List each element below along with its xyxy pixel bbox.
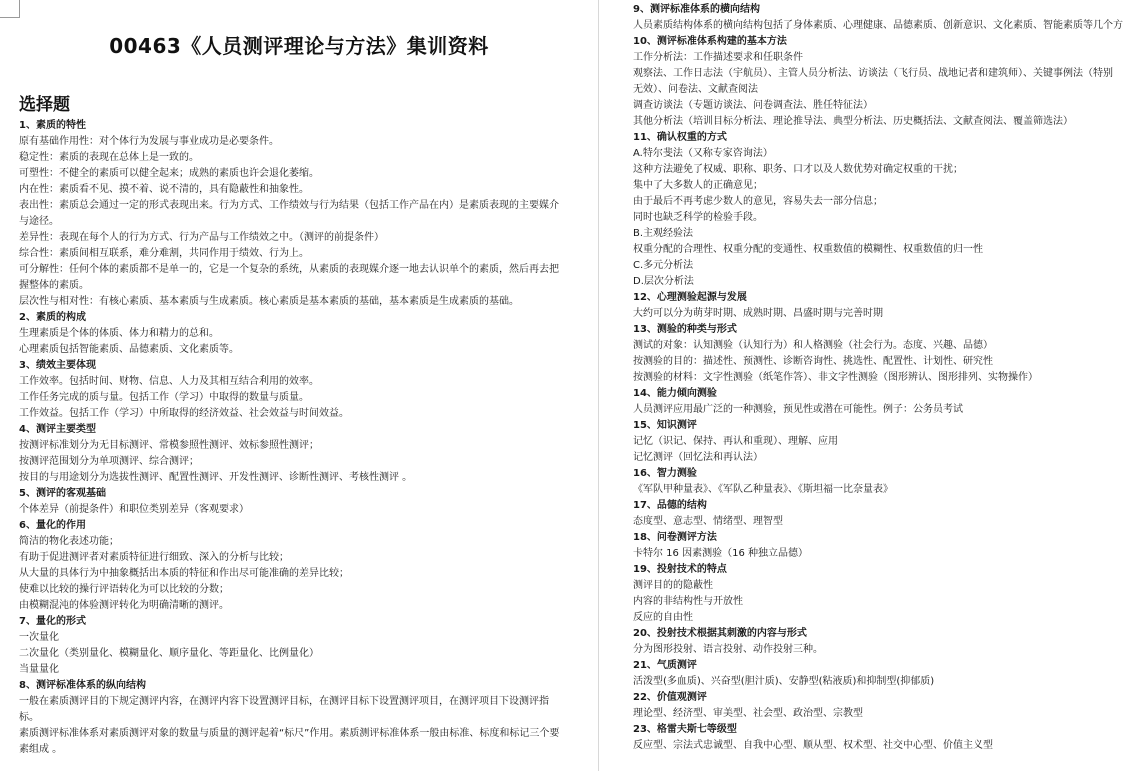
question-heading: 5、测评的客观基础 <box>19 488 106 499</box>
content-line: 表出性：素质总会通过一定的形式表现出来。行为方式、工作绩效与行为结果（包括工作产品在内）是素质表现的主要媒介与途径。 <box>19 200 559 227</box>
question-block <box>19 422 561 486</box>
question-heading: 2、素质的构成 <box>19 312 86 323</box>
content-line: 调查访谈法（专题访谈法、问卷调查法、胜任特征法） <box>633 100 873 111</box>
content-line: 由于最后不再考虑少数人的意见，容易失去一部分信息； <box>633 196 883 207</box>
question-block <box>633 498 1135 530</box>
question-block <box>19 518 561 614</box>
content-line: 分为图形投射、语言投射、动作投射三种。 <box>633 644 823 655</box>
content-line: D.层次分析法 <box>633 276 694 287</box>
content-line: 可分解性：任何个体的素质都不是单一的，它是一个复杂的系统，从素质的表现媒介逐一地去认识单个的素质，然后再去把握整体的素质。 <box>19 264 559 291</box>
content-line: 当量量化 <box>19 664 59 675</box>
content-line: 稳定性：素质的表现在总体上是一致的。 <box>19 152 199 163</box>
question-heading: 12、心理测验起源与发展 <box>633 292 747 303</box>
content-line: 这种方法避免了权威、职称、职务、口才以及人数优势对确定权重的干扰； <box>633 164 963 175</box>
content-line: 工作任务完成的质与量。包括工作（学习）中取得的数量与质量。 <box>19 392 309 403</box>
question-block <box>633 690 1135 722</box>
question-block <box>633 418 1135 466</box>
content-line: 按测评标准划分为无目标测评、常模参照性测评、效标参照性测评； <box>19 440 319 451</box>
content-line: 使难以比较的操行评语转化为可以比较的分数； <box>19 584 229 595</box>
content-line: 一次量化 <box>19 632 59 643</box>
content-line: 活泼型(多血质)、兴奋型(胆汁质)、安静型(粘液质)和抑制型(抑郁质) <box>633 676 935 687</box>
content-line: 按测验的材料：文字性测验（纸笔作答）、非文字性测验（图形辨认、图形排列、实物操作） <box>633 372 1038 383</box>
question-heading: 17、品德的结构 <box>633 500 707 511</box>
document-title: 00463《人员测评理论与方法》集训资料 <box>109 34 489 58</box>
content-line: B.主观经验法 <box>633 228 694 239</box>
content-line: 测试的对象：认知测验（认知行为）和人格测验（社会行为。态度、兴趣、品德） <box>633 340 993 351</box>
content-line: 按测评范围划分为单项测评、综合测评； <box>19 456 199 467</box>
question-heading: 16、智力测验 <box>633 468 697 479</box>
question-block <box>19 118 561 310</box>
question-heading: 23、格雷夫斯七等级型 <box>633 724 737 735</box>
question-heading: 22、价值观测评 <box>633 692 707 703</box>
content-line: 心理素质包括智能素质、品德素质、文化素质等。 <box>19 344 239 355</box>
content-line: 内容的非结构性与开放性 <box>633 596 743 607</box>
question-block <box>633 722 1135 754</box>
crop-mark-horizontal <box>0 17 20 18</box>
content-line: 简洁的物化表述功能； <box>19 536 119 547</box>
content-line: 工作分析法：工作描述要求和任职条件 <box>633 52 803 63</box>
question-heading: 4、测评主要类型 <box>19 424 96 435</box>
content-line: 人员测评应用最广泛的一种测验，预见性或潜在可能性。例子：公务员考试 <box>633 404 963 415</box>
question-heading: 20、投射技术根据其刺激的内容与形式 <box>633 628 807 639</box>
content-line: 理论型、经济型、审美型、社会型、政治型、宗教型 <box>633 708 863 719</box>
section-heading: 选择题 <box>19 95 70 115</box>
right-page <box>598 0 1135 771</box>
question-heading: 13、测验的种类与形式 <box>633 324 737 335</box>
content-line: 工作效益。包括工作（学习）中所取得的经济效益、社会效益与时间效益。 <box>19 408 349 419</box>
question-block <box>633 562 1135 626</box>
question-heading: 1、素质的特性 <box>19 120 86 131</box>
content-line: 综合性：素质间相互联系，难分难割，共同作用于绩效、行为上。 <box>19 248 309 259</box>
content-line: 无效）、问卷法、文献查阅法 <box>633 84 758 95</box>
right-content <box>633 2 1135 754</box>
question-block <box>633 530 1135 562</box>
content-line: 工作效率。包括时间、财物、信息、人力及其相互结合利用的效率。 <box>19 376 319 387</box>
question-block <box>633 322 1135 386</box>
question-block <box>633 290 1135 322</box>
question-block <box>19 614 561 678</box>
content-line: 差异性：表现在每个人的行为方式、行为产品与工作绩效之中。（测评的前提条件） <box>19 232 384 243</box>
content-line: 素质测评标准体系对素质测评对象的数量与质量的测评起着“标尺”作用。素质测评标准体系一般由标准、标度和标记三个要素组成 。 <box>19 728 560 755</box>
question-heading: 10、测评标准体系构建的基本方法 <box>633 36 787 47</box>
content-line: 记忆（识记、保持、再认和重现）、理解、应用 <box>633 436 838 447</box>
content-line: 按测验的目的：描述性、预测性、诊断咨询性、挑选性、配置性、计划性、研究性 <box>633 356 993 367</box>
content-line: 态度型、意志型、情绪型、理智型 <box>633 516 783 527</box>
question-heading: 19、投射技术的特点 <box>633 564 727 575</box>
content-line: 内在性：素质看不见、摸不着、说不清的，具有隐蔽性和抽象性。 <box>19 184 309 195</box>
content-line: 人员素质结构体系的横向结构包括了身体素质、心理健康、品德素质、创新意识、文化素质、智能素质等几个方 <box>633 20 1123 31</box>
question-block <box>633 34 1135 130</box>
content-line: 集中了大多数人的正确意见； <box>633 180 763 191</box>
content-line: 可塑性：不健全的素质可以健全起来；成熟的素质也许会退化萎缩。 <box>19 168 319 179</box>
content-line: 测评目的的隐蔽性 <box>633 580 713 591</box>
question-heading: 7、量化的形式 <box>19 616 86 627</box>
content-line: 大约可以分为萌芽时期、成熟时期、昌盛时期与完善时期 <box>633 308 883 319</box>
question-heading: 3、绩效主要体现 <box>19 360 96 371</box>
question-heading: 15、知识测评 <box>633 420 697 431</box>
question-block <box>633 466 1135 498</box>
crop-mark-vertical <box>19 0 20 18</box>
content-line: 反应型、宗法式忠诚型、自我中心型、顺从型、权术型、社交中心型、价值主义型 <box>633 740 993 751</box>
content-line: 按目的与用途划分为选拔性测评、配置性测评、开发性测评、诊断性测评、考核性测评 。 <box>19 472 413 483</box>
question-block <box>19 678 561 758</box>
content-line: C.多元分析法 <box>633 260 694 271</box>
left-content <box>19 118 561 758</box>
content-line: 卡特尔 16 因素测验（16 种独立品德） <box>633 548 808 559</box>
question-heading: 8、测评标准体系的纵向结构 <box>19 680 146 691</box>
content-line: 从大量的具体行为中抽象概括出本质的特征和作出尽可能准确的差异比较； <box>19 568 349 579</box>
question-heading: 21、气质测评 <box>633 660 697 671</box>
question-heading: 9、测评标准体系的横向结构 <box>633 4 760 15</box>
question-heading: 14、能力倾向测验 <box>633 388 717 399</box>
content-line: 同时也缺乏科学的检验手段。 <box>633 212 763 223</box>
question-block <box>19 358 561 422</box>
content-line: 个体差异（前提条件）和职位类别差异（客观要求） <box>19 504 249 515</box>
content-line: 生理素质是个体的体质、体力和精力的总和。 <box>19 328 219 339</box>
question-block <box>633 130 1135 290</box>
content-line: 其他分析法（培训目标分析法、理论推导法、典型分析法、历史概括法、文献查阅法、覆盖筛选法） <box>633 116 1073 127</box>
content-line: A.特尔斐法（又称专家咨询法） <box>633 148 773 159</box>
content-line: 有助于促进测评者对素质特征进行细致、深入的分析与比较； <box>19 552 289 563</box>
content-line: 层次性与相对性：有核心素质、基本素质与生成素质。核心素质是基本素质的基础，基本素质是生成素质的基础。 <box>19 296 519 307</box>
question-heading: 11、确认权重的方式 <box>633 132 727 143</box>
content-line: 《军队甲种量表》、《军队乙种量表》、《斯坦福一比奈量表》 <box>633 484 893 495</box>
question-heading: 18、问卷测评方法 <box>633 532 717 543</box>
content-line: 权重分配的合理性、权重分配的变通性、权重数值的模糊性、权重数值的归一性 <box>633 244 983 255</box>
question-block <box>633 2 1135 34</box>
content-line: 记忆测评（回忆法和再认法） <box>633 452 763 463</box>
content-line: 原有基础作用性：对个体行为发展与事业成功是必要条件。 <box>19 136 279 147</box>
content-line: 一般在素质测评目的下规定测评内容，在测评内容下设置测评目标，在测评目标下设置测评项目，在测评项目下设测评指标。 <box>19 696 549 723</box>
content-line: 二次量化（类别量化、模糊量化、顺序量化、等距量化、比例量化） <box>19 648 319 659</box>
question-block <box>633 658 1135 690</box>
question-block <box>19 310 561 358</box>
question-block <box>19 486 561 518</box>
content-line: 由模糊混沌的体验测评转化为明确清晰的测评。 <box>19 600 229 611</box>
question-block <box>633 626 1135 658</box>
question-heading: 6、量化的作用 <box>19 520 86 531</box>
question-block <box>633 386 1135 418</box>
content-line: 观察法、工作日志法（宇航员）、主管人员分析法、访谈法（飞行员、战地记者和建筑师）、关键事例法（特别 <box>633 68 1113 79</box>
content-line: 反应的自由性 <box>633 612 693 623</box>
